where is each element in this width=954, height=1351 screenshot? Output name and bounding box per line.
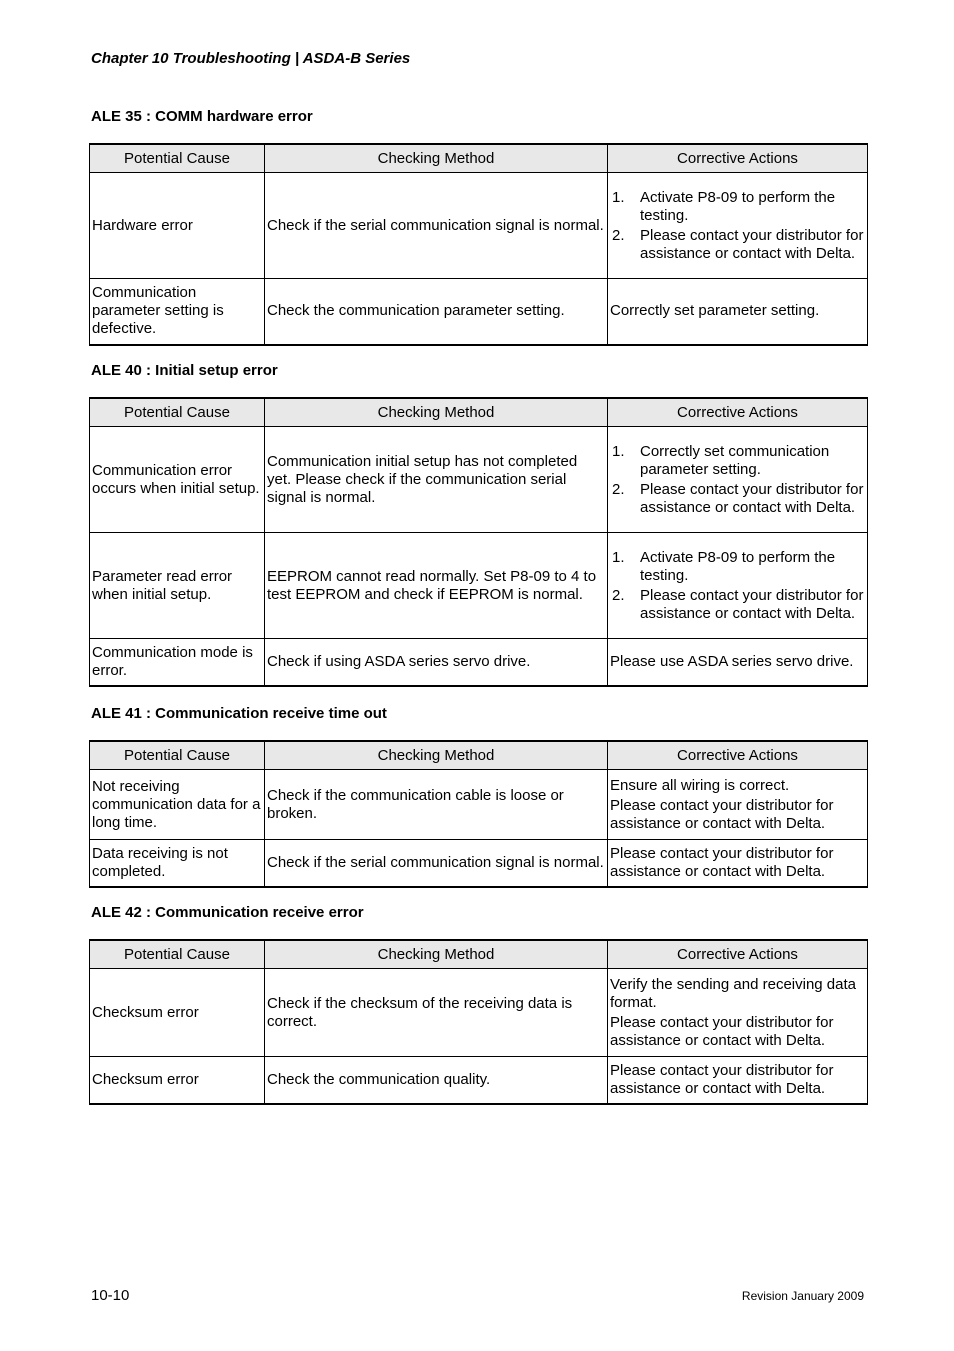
cause-cell: Communication parameter setting is defective. bbox=[90, 279, 265, 345]
actions-cell: Please use ASDA series servo drive. bbox=[608, 639, 868, 686]
cause-cell: Communication error occurs when initial setup. bbox=[90, 427, 265, 533]
cause-cell: Parameter read error when initial setup. bbox=[90, 533, 265, 639]
col-header-method: Checking Method bbox=[265, 144, 608, 173]
action-item: 2. Please contact your distributor for assistance or contact with Delta. bbox=[612, 586, 864, 622]
action-item: 1. Activate P8-09 to perform the testing. bbox=[612, 548, 836, 584]
col-header-cause: Potential Cause bbox=[90, 741, 265, 770]
table-header-row bbox=[90, 398, 868, 427]
table-header-row bbox=[90, 144, 868, 173]
table-row bbox=[90, 770, 868, 840]
col-header-actions: Corrective Actions bbox=[608, 398, 868, 427]
table-row bbox=[90, 279, 868, 345]
col-header-cause: Potential Cause bbox=[90, 398, 265, 427]
method-cell: Check the communication quality. bbox=[265, 1057, 608, 1104]
table-row bbox=[90, 840, 868, 887]
table-row bbox=[90, 427, 868, 533]
table-ale42 bbox=[89, 939, 868, 1105]
actions-cell bbox=[608, 427, 868, 533]
table-row bbox=[90, 969, 868, 1057]
method-cell: Check the communication parameter setting. bbox=[265, 279, 608, 345]
col-header-cause: Potential Cause bbox=[90, 144, 265, 173]
table-row bbox=[90, 639, 868, 686]
action-item: 2. Please contact your distributor for assistance or contact with Delta. bbox=[612, 226, 864, 262]
cause-cell: Hardware error bbox=[90, 173, 265, 279]
col-header-cause: Potential Cause bbox=[90, 940, 265, 969]
actions-cell: Ensure all wiring is correct. Please contact your distributor for assistance or contact with Delta. bbox=[608, 770, 868, 840]
col-header-method: Checking Method bbox=[265, 741, 608, 770]
method-cell: Check if the serial communication signal is normal. bbox=[265, 840, 608, 887]
cause-cell: Communication mode is error. bbox=[90, 639, 265, 686]
cause-cell: Not receiving communication data for a long time. bbox=[90, 770, 265, 840]
table-row bbox=[90, 533, 868, 639]
section-title-ale41: ALE 41 : Communication receive time out bbox=[91, 705, 387, 722]
table-header-row bbox=[90, 741, 868, 770]
cause-cell: Checksum error bbox=[90, 969, 265, 1057]
method-cell: Check if using ASDA series servo drive. bbox=[265, 639, 608, 686]
page-number: 10-10 bbox=[91, 1287, 130, 1304]
cause-cell: Data receiving is not completed. bbox=[90, 840, 265, 887]
actions-cell bbox=[608, 533, 868, 639]
table-row bbox=[90, 1057, 868, 1104]
revision-date: Revision January 2009 bbox=[741, 1289, 864, 1303]
table-ale35 bbox=[89, 143, 868, 346]
table-row bbox=[90, 173, 868, 279]
method-cell: Check if the serial communication signal is normal. bbox=[265, 173, 608, 279]
method-cell: Check if the communication cable is loose or broken. bbox=[265, 770, 608, 840]
table-header-row bbox=[90, 940, 868, 969]
col-header-actions: Corrective Actions bbox=[608, 144, 868, 173]
col-header-actions: Corrective Actions bbox=[608, 741, 868, 770]
method-cell: Communication initial setup has not completed yet. Please check if the communication serial signal is normal. bbox=[265, 427, 608, 533]
method-cell: EEPROM cannot read normally. Set P8-09 to 4 to test EEPROM and check if EEPROM is normal. bbox=[265, 533, 608, 639]
table-ale40 bbox=[89, 397, 868, 687]
actions-cell: Correctly set parameter setting. bbox=[608, 279, 868, 345]
actions-cell: Please contact your distributor for assistance or contact with Delta. bbox=[608, 1057, 868, 1104]
method-cell: Check if the checksum of the receiving data is correct. bbox=[265, 969, 608, 1057]
action-item: 1. Correctly set communication parameter setting. bbox=[612, 442, 830, 478]
col-header-method: Checking Method bbox=[265, 940, 608, 969]
col-header-method: Checking Method bbox=[265, 398, 608, 427]
section-title-ale42: ALE 42 : Communication receive error bbox=[91, 904, 364, 921]
actions-cell: Verify the sending and receiving data format. Please contact your distributor for assistance or contact with Delta. bbox=[608, 969, 868, 1057]
cause-cell: Checksum error bbox=[90, 1057, 265, 1104]
action-item: 2. Please contact your distributor for assistance or contact with Delta. bbox=[612, 480, 864, 516]
page-header: Chapter 10 Troubleshooting | ASDA-B Series bbox=[91, 50, 411, 67]
table-ale41 bbox=[89, 740, 868, 888]
section-title-ale40: ALE 40 : Initial setup error bbox=[91, 362, 278, 379]
action-item: 1. Activate P8-09 to perform the testing. bbox=[612, 188, 836, 224]
section-title-ale35: ALE 35 : COMM hardware error bbox=[91, 108, 313, 125]
actions-cell: Please contact your distributor for assistance or contact with Delta. bbox=[608, 840, 868, 887]
actions-cell bbox=[608, 173, 868, 279]
col-header-actions: Corrective Actions bbox=[608, 940, 868, 969]
